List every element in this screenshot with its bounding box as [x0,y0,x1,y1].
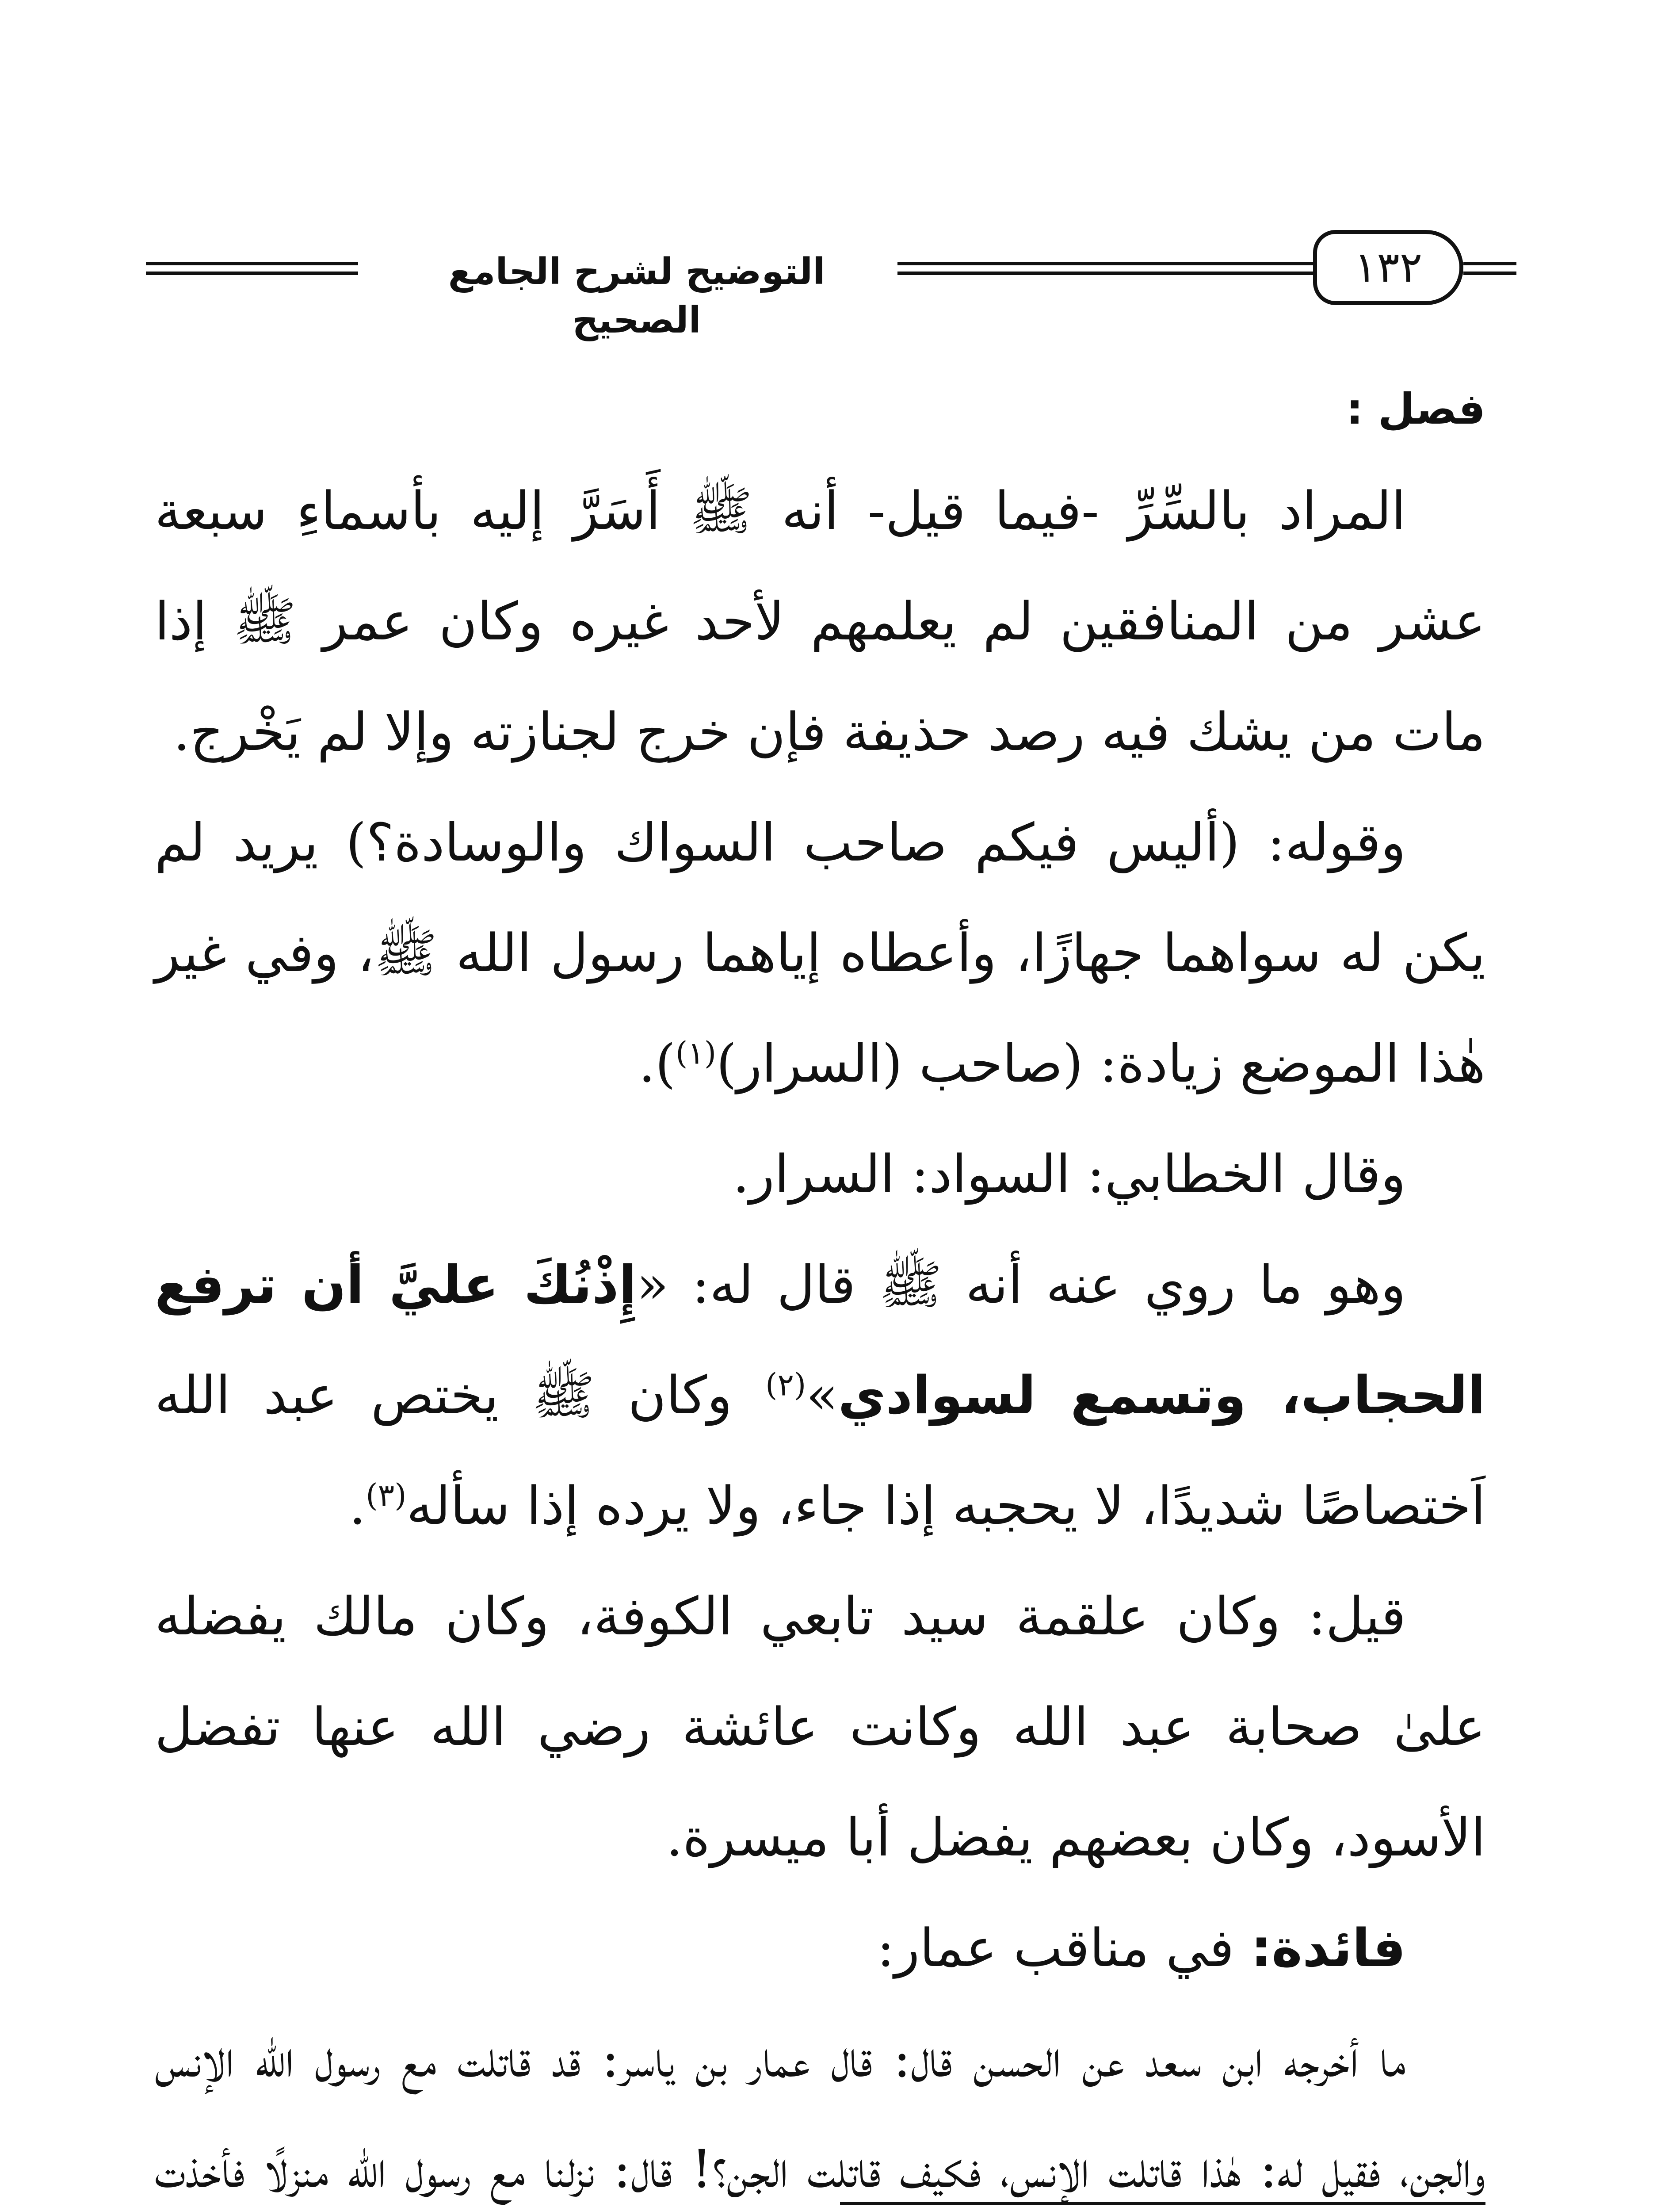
paragraph-4-mid: وكان ﷺ يختص عبد الله اَختصاصًا شديدًا، لا يحجبه إذا جاء، ولا يرده إذا سأله [155,1365,1485,1536]
header-rule-middle [897,262,1322,275]
paragraph-2 [155,787,1485,1119]
paragraph-5: قيل: وكان علقمة سيد تابعي الكوفة، وكان مالك يفضله علىٰ صحابة عبد الله وكانت عائشة رضي الله عنها تفضل الأسود، وكان بعضهم يفضل أبا ميسرة. [155,1586,1485,1868]
faida-line [155,1893,1485,2003]
footnote-ref-2[interactable]: (٢) [765,1366,806,1403]
header-rule-left [146,262,358,275]
paragraph-6 [155,2003,1485,2211]
running-title: التوضيح لشرح الجامع الصحيح [448,251,825,341]
main-text [155,363,1485,2211]
paragraph-2-text: وقوله: (أليس فيكم صاحب السواك والوسادة؟) يريد لم يكن له سواهما جهازًا، وأعطاه إياهما رسول الله ﷺ، وفي غير هٰذا الموضع زيادة: (صاحب (السرار) [155,812,1485,1094]
hadith-quote-1: إِذْنُكَ عليَّ أن ترفع الحجاب، وتسمع لسوادي [155,1254,1486,1426]
footnote-separator [840,2202,1485,2205]
paragraph-2-end: ). [638,1033,676,1094]
paragraph-4 [155,1229,1485,1561]
paragraph-1: المراد بالسِّرِّ -فيما قيل- أنه ﷺ أَسَرَّ إليه بأسماءِ سبعة عشر من المنافقين لم يعلمهم لأحد غيره وكان عمر ﷺ إذا مات من يشك فيه رصد حذيفة فإن خرج لجنازته وإلا لم يَخْرج. [155,480,1485,762]
faida-text: في مناقب عمار: [877,1917,1251,1978]
paragraph-3: وقال الخطابي: السواد: السرار. [733,1144,1406,1205]
page-number: ١٣٢ [1313,230,1463,305]
paragraph-6-start: ما أخرجه ابن سعد عن الحسن قال: قال عمار بن ياسر: قد قاتلت مع رسول الله الإنس والجن، فقيل له: هٰذا قاتلت الإنس، فكيف قاتلت الجن؟! قال: نزلنا مع رسول الله منزلًا فأخذت [155,2028,1485,2200]
paragraph-4-start: وهو ما روي عنه أنه ﷺ قال له: « [636,1254,1406,1315]
section-heading: فصل : [1346,384,1485,434]
footnote-ref-1[interactable]: (١) [676,1035,717,1071]
header-rule-right [1463,262,1516,275]
paragraph-4-close-quote: » [806,1365,838,1426]
footnote-ref-3[interactable]: (٣) [366,1477,407,1514]
page-header [146,230,1516,341]
paragraph-4-end: . [349,1475,366,1536]
faida-label: فائدة: [1251,1917,1406,1978]
